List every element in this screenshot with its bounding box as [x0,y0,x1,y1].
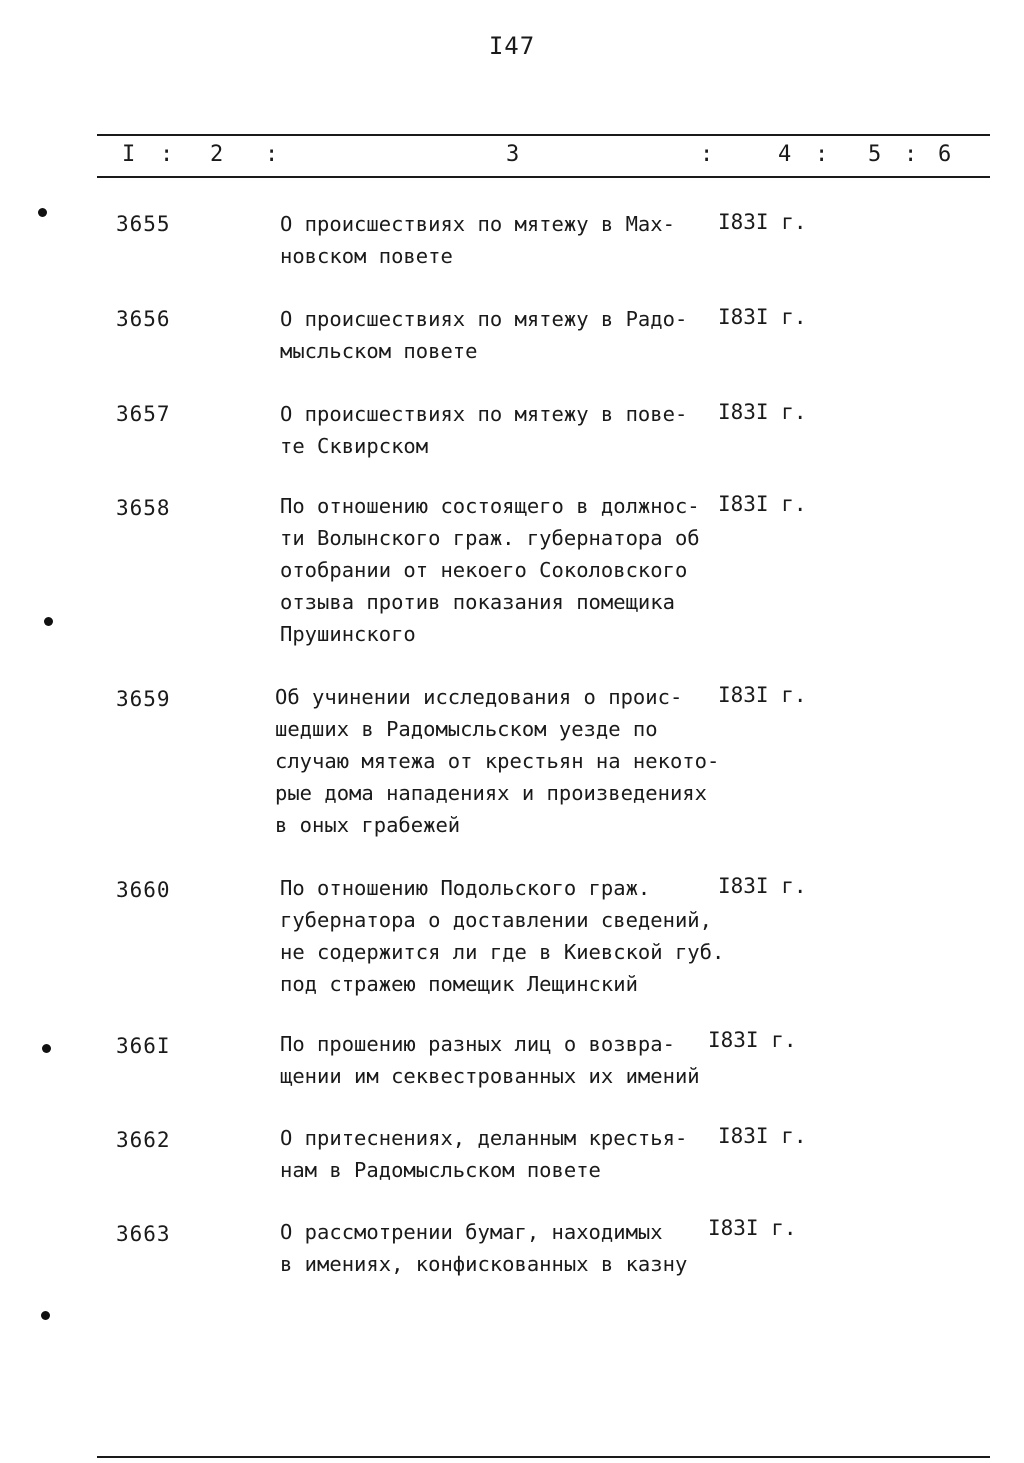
record-description: По прошению разных лиц о возвра- щении им секвестрованных их имений [280,1032,700,1088]
record-number: 366I [116,1034,171,1058]
record-description: О происшествиях по мятежу в пове- те Сквирском [280,402,688,458]
header-col-1: I [122,142,136,167]
record-year: I83I г. [718,492,807,516]
record-description: О притеснениях, деланным крестья- нам в Радомысльском повете [280,1126,688,1182]
record-year: I83I г. [718,210,807,234]
record-description: О происшествиях по мятежу в Радо- мысльском повете [280,307,688,363]
binding-hole-mark [41,1311,50,1320]
binding-hole-mark [44,617,53,626]
record-number: 3656 [116,307,171,331]
header-separator: : [904,142,918,167]
record-number: 3659 [116,687,171,711]
record-description: По отношению состоящего в должнос- ти Волынского граж. губернатора об отобрании от некоего Соколовского отзыва против показания помещика Прушинского [280,494,700,646]
header-col-3: 3 [506,142,520,167]
table-top-rule [97,134,990,136]
record-number: 3662 [116,1128,171,1152]
record-year: I83I г. [718,1124,807,1148]
record-year: I83I г. [718,683,807,707]
header-separator: : [265,142,279,167]
binding-hole-mark [38,208,47,217]
record-number: 3658 [116,496,171,520]
record-description: По отношению Подольского граж. губернатора о доставлении сведений, не содержится ли где в Киевской губ. под стражею помещик Лещинский [280,876,725,996]
table-header-rule [97,176,990,178]
record-year: I83I г. [718,305,807,329]
page-number: I47 [488,32,536,60]
record-number: 3657 [116,402,171,426]
header-col-2: 2 [210,142,224,167]
record-year: I83I г. [708,1216,797,1240]
header-col-6: 6 [938,142,952,167]
header-col-4: 4 [778,142,792,167]
binding-hole-mark [42,1044,51,1053]
header-separator: : [700,142,714,167]
record-description: О происшествиях по мятежу в Мах- новском повете [280,212,675,268]
page-bottom-rule [97,1456,990,1458]
record-year: I83I г. [718,400,807,424]
record-year: I83I г. [708,1028,797,1052]
record-year: I83I г. [718,874,807,898]
record-number: 3655 [116,212,171,236]
header-separator: : [815,142,829,167]
header-col-5: 5 [868,142,882,167]
record-number: 3663 [116,1222,171,1246]
record-description: Об учинении исследования о проис- шедших в Радомысльском уезде по случаю мятежа от крестьян на некото- рые дома нападениях и произведениях в оных грабежей [275,685,720,837]
header-separator: : [160,142,174,167]
record-description: О рассмотрении бумаг, находимых в имениях, конфискованных в казну [280,1220,688,1276]
record-number: 3660 [116,878,171,902]
